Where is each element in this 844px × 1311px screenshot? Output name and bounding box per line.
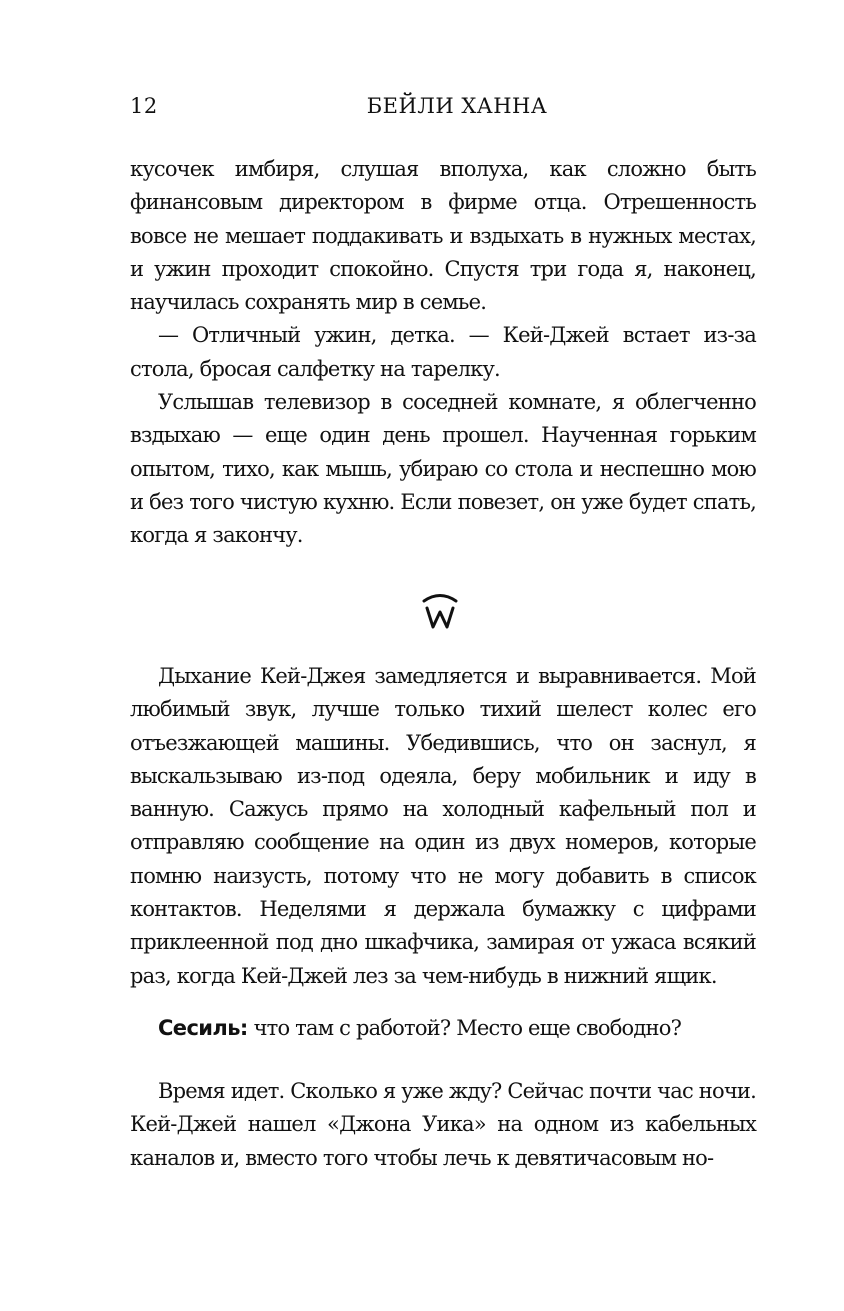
paragraph: Услышав телевизор в соседней комнате, я облегченно вздыхаю — еще один день прошел. Наученная горьким опытом, тихо, как мышь, убираю со стола и неспешно мою и без того чистую кухню. Если повезет, он уже будет спать, когда я закончу. [130, 390, 756, 548]
message-line [130, 1012, 756, 1045]
text-block-bathroom [130, 660, 756, 993]
paragraph: — Отличный ужин, детка. — Кей-Джей встает из-за стола, бросая салфетку на тарелку. [130, 323, 756, 381]
running-title: БЕЙЛИ ХАННА [366, 94, 548, 118]
paragraph: Дыхание Кей-Джея замедляется и выравнивается. Мой любимый звук, лучше только тихий шелест колес его отъезжающей машины. Убедившись, что он заснул, я выскальзываю из-под одеяла, беру мобильник и иду в ванную. Сажусь прямо на холодный кафельный пол и отправляю сообщение на один из двух номеров, которые помню наизусть, потому что не могу добавить в список контактов. Неделями я держала бумажку с цифрами приклеенной под дно шкафчика, замирая от ужаса всякий раз, когда Кей-Джей лез за чем-нибудь в нижний ящик. [130, 664, 756, 988]
paragraph: кусочек имбиря, слушая вполуха, как сложно быть финансовым директором в фирме отца. Отрешенность вовсе не мешает поддакивать и вздыхать в нужных местах, и ужин проходит спокойно. Спустя три года я, наконец, научилась сохранять мир в семье. [130, 157, 756, 315]
paragraph: Время идет. Сколько я уже жду? Сейчас почти час ночи. Кей-Джей нашел «Джона Уика» на одном из кабельных каналов и, вместо того чтобы лечь к девятичасовым но- [130, 1079, 756, 1170]
text-message [130, 1012, 756, 1045]
page-header [130, 94, 724, 124]
page-number: 12 [130, 94, 158, 118]
message-sender: Сесиль: [158, 1016, 248, 1040]
text-block-waiting [130, 1075, 756, 1175]
scene-break-ornament-icon [418, 588, 462, 634]
text-block-dinner [130, 153, 756, 553]
message-text: что там с работой? Место еще свободно? [247, 1016, 682, 1040]
